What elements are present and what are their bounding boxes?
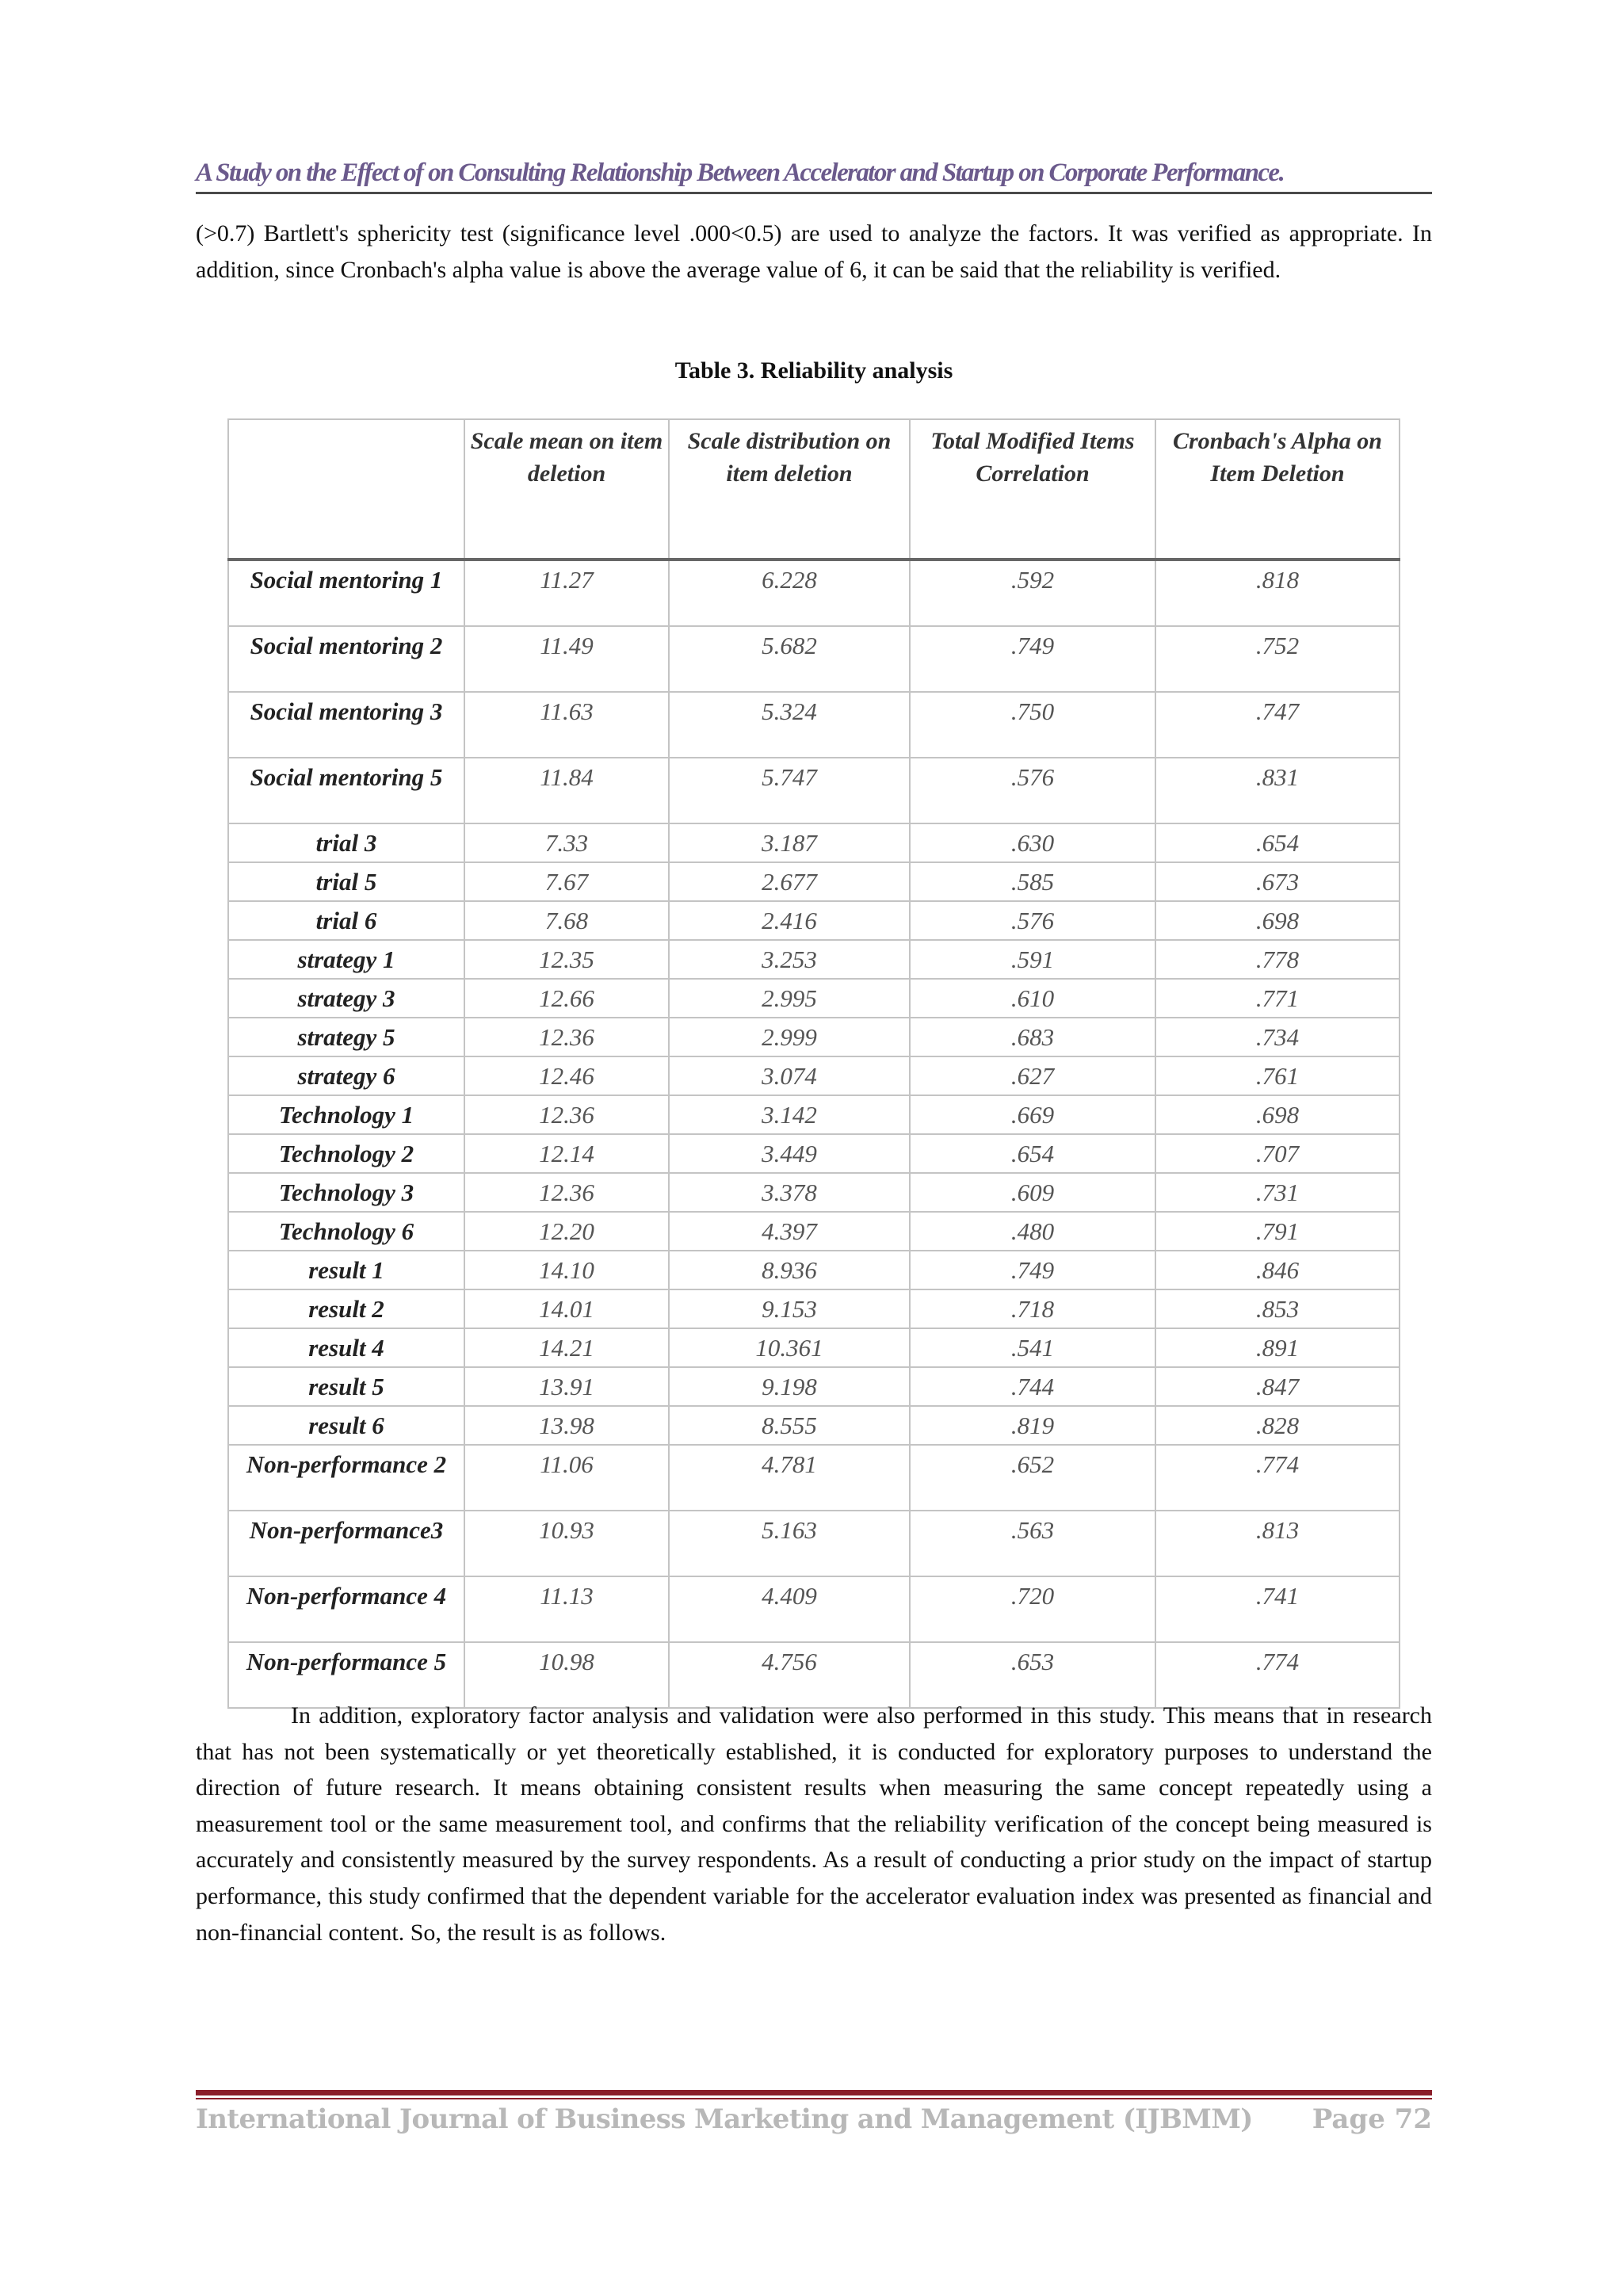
body-paragraph [196, 1698, 1432, 1950]
scale-distribution-cell: 3.142 [669, 1095, 910, 1134]
row-label: Technology 3 [228, 1173, 464, 1212]
correlation-cell: .720 [910, 1576, 1155, 1642]
row-label: strategy 1 [228, 940, 464, 979]
correlation-cell: .591 [910, 940, 1155, 979]
alpha-cell: .734 [1155, 1018, 1400, 1056]
table-row [228, 626, 1400, 692]
alpha-cell: .698 [1155, 901, 1400, 940]
scale-distribution-cell: 10.361 [669, 1328, 910, 1367]
table-caption: Table 3. Reliability analysis [674, 357, 953, 384]
correlation-cell: .576 [910, 901, 1155, 940]
scale-mean-cell: 12.36 [464, 1095, 669, 1134]
correlation-cell: .630 [910, 823, 1155, 862]
scale-distribution-cell: 9.153 [669, 1289, 910, 1328]
scale-mean-cell: 11.13 [464, 1576, 669, 1642]
alpha-cell: .747 [1155, 692, 1400, 758]
reliability-table [227, 418, 1400, 1709]
table-row [228, 560, 1400, 626]
correlation-cell: .750 [910, 692, 1155, 758]
row-label: Non-performance3 [228, 1511, 464, 1576]
table-row [228, 1173, 1400, 1212]
correlation-cell: .749 [910, 626, 1155, 692]
table-row [228, 901, 1400, 940]
scale-mean-cell: 10.93 [464, 1511, 669, 1576]
correlation-cell: .652 [910, 1445, 1155, 1511]
alpha-cell: .831 [1155, 758, 1400, 823]
table-row [228, 1328, 1400, 1367]
correlation-cell: .610 [910, 979, 1155, 1018]
row-label: Technology 2 [228, 1134, 464, 1173]
row-label: result 1 [228, 1251, 464, 1289]
row-label: result 2 [228, 1289, 464, 1328]
running-title: A Study on the Effect of on Consulting Relationship Between Accelerator and Startup on Corporate Performance. [196, 159, 1285, 187]
header-rule [196, 192, 1432, 194]
scale-mean-cell: 12.66 [464, 979, 669, 1018]
row-label: trial 6 [228, 901, 464, 940]
alpha-cell: .847 [1155, 1367, 1400, 1406]
scale-mean-cell: 14.01 [464, 1289, 669, 1328]
alpha-cell: .741 [1155, 1576, 1400, 1642]
correlation-cell: .627 [910, 1056, 1155, 1095]
table-row [228, 1251, 1400, 1289]
row-label: Social mentoring 2 [228, 626, 464, 692]
scale-distribution-cell: 2.416 [669, 901, 910, 940]
scale-distribution-cell: 8.555 [669, 1406, 910, 1445]
footer-page-number: Page 72 [1312, 2103, 1432, 2135]
table-row [228, 1511, 1400, 1576]
correlation-cell: .609 [910, 1173, 1155, 1212]
scale-distribution-cell: 4.781 [669, 1445, 910, 1511]
table-row [228, 1018, 1400, 1056]
scale-mean-cell: 11.49 [464, 626, 669, 692]
correlation-cell: .654 [910, 1134, 1155, 1173]
row-label: result 6 [228, 1406, 464, 1445]
column-header-label [228, 419, 464, 560]
alpha-cell: .828 [1155, 1406, 1400, 1445]
correlation-cell: .744 [910, 1367, 1155, 1406]
row-label: Technology 6 [228, 1212, 464, 1251]
column-header-scale-mean: Scale mean on item deletion [464, 419, 669, 560]
scale-distribution-cell: 6.228 [669, 560, 910, 626]
row-label: Technology 1 [228, 1095, 464, 1134]
alpha-cell: .752 [1155, 626, 1400, 692]
scale-mean-cell: 13.98 [464, 1406, 669, 1445]
alpha-cell: .846 [1155, 1251, 1400, 1289]
table-row [228, 1134, 1400, 1173]
row-label: trial 5 [228, 862, 464, 901]
scale-mean-cell: 14.10 [464, 1251, 669, 1289]
scale-distribution-cell: 3.378 [669, 1173, 910, 1212]
scale-distribution-cell: 2.999 [669, 1018, 910, 1056]
scale-mean-cell: 7.33 [464, 823, 669, 862]
scale-mean-cell: 7.68 [464, 901, 669, 940]
row-label: strategy 6 [228, 1056, 464, 1095]
row-label: Non-performance 4 [228, 1576, 464, 1642]
alpha-cell: .791 [1155, 1212, 1400, 1251]
table-row [228, 862, 1400, 901]
table-row [228, 758, 1400, 823]
table-row [228, 1576, 1400, 1642]
scale-mean-cell: 12.14 [464, 1134, 669, 1173]
row-label: result 4 [228, 1328, 464, 1367]
scale-distribution-cell: 3.449 [669, 1134, 910, 1173]
alpha-cell: .771 [1155, 979, 1400, 1018]
scale-distribution-cell: 2.677 [669, 862, 910, 901]
correlation-cell: .718 [910, 1289, 1155, 1328]
scale-distribution-cell: 5.682 [669, 626, 910, 692]
scale-mean-cell: 12.36 [464, 1018, 669, 1056]
scale-mean-cell: 7.67 [464, 862, 669, 901]
scale-distribution-cell: 4.397 [669, 1212, 910, 1251]
row-label: Non-performance 5 [228, 1642, 464, 1708]
scale-mean-cell: 10.98 [464, 1642, 669, 1708]
scale-distribution-cell: 5.747 [669, 758, 910, 823]
correlation-cell: .541 [910, 1328, 1155, 1367]
scale-distribution-cell: 8.936 [669, 1251, 910, 1289]
table-row [228, 823, 1400, 862]
scale-distribution-cell: 5.163 [669, 1511, 910, 1576]
alpha-cell: .673 [1155, 862, 1400, 901]
scale-distribution-cell: 2.995 [669, 979, 910, 1018]
table-row [228, 1406, 1400, 1445]
row-label: Non-performance 2 [228, 1445, 464, 1511]
scale-distribution-cell: 3.187 [669, 823, 910, 862]
scale-mean-cell: 12.46 [464, 1056, 669, 1095]
intro-paragraph: (>0.7) Bartlett's sphericity test (significance level .000<0.5) are used to analyze the factors. It was verified as appropriate. In addition, since Cronbach's alpha value is above the average value of 6, it can be said that the reliability is verified. [196, 220, 1432, 283]
row-label: Social mentoring 3 [228, 692, 464, 758]
scale-mean-cell: 14.21 [464, 1328, 669, 1367]
scale-mean-cell: 11.27 [464, 560, 669, 626]
table-row [228, 692, 1400, 758]
alpha-cell: .707 [1155, 1134, 1400, 1173]
correlation-cell: .585 [910, 862, 1155, 901]
table-row [228, 1289, 1400, 1328]
correlation-cell: .683 [910, 1018, 1155, 1056]
alpha-cell: .778 [1155, 940, 1400, 979]
scale-mean-cell: 11.84 [464, 758, 669, 823]
scale-distribution-cell: 3.253 [669, 940, 910, 979]
correlation-cell: .480 [910, 1212, 1155, 1251]
footer-rule-thin [196, 2098, 1432, 2099]
table-row [228, 1212, 1400, 1251]
correlation-cell: .653 [910, 1642, 1155, 1708]
table-row [228, 1367, 1400, 1406]
table-header-row [228, 419, 1400, 560]
correlation-cell: .669 [910, 1095, 1155, 1134]
scale-distribution-cell: 4.409 [669, 1576, 910, 1642]
correlation-cell: .592 [910, 560, 1155, 626]
alpha-cell: .891 [1155, 1328, 1400, 1367]
scale-mean-cell: 12.35 [464, 940, 669, 979]
scale-mean-cell: 11.63 [464, 692, 669, 758]
row-label: result 5 [228, 1367, 464, 1406]
alpha-cell: .731 [1155, 1173, 1400, 1212]
alpha-cell: .818 [1155, 560, 1400, 626]
table-row [228, 1445, 1400, 1511]
column-header-correlation: Total Modified Items Correlation [910, 419, 1155, 560]
column-header-alpha: Cronbach's Alpha on Item Deletion [1155, 419, 1400, 560]
alpha-cell: .774 [1155, 1642, 1400, 1708]
scale-mean-cell: 11.06 [464, 1445, 669, 1511]
scale-distribution-cell: 4.756 [669, 1642, 910, 1708]
scale-mean-cell: 12.36 [464, 1173, 669, 1212]
scale-distribution-cell: 3.074 [669, 1056, 910, 1095]
scale-mean-cell: 12.20 [464, 1212, 669, 1251]
footer-rule-thick [196, 2090, 1432, 2095]
scale-mean-cell: 13.91 [464, 1367, 669, 1406]
alpha-cell: .698 [1155, 1095, 1400, 1134]
row-label: strategy 5 [228, 1018, 464, 1056]
row-label: trial 3 [228, 823, 464, 862]
alpha-cell: .774 [1155, 1445, 1400, 1511]
scale-distribution-cell: 9.198 [669, 1367, 910, 1406]
alpha-cell: .761 [1155, 1056, 1400, 1095]
correlation-cell: .576 [910, 758, 1155, 823]
table-row [228, 1056, 1400, 1095]
footer-journal-name: International Journal of Business Marketing and Management (IJBMM) [196, 2103, 1253, 2135]
row-label: Social mentoring 5 [228, 758, 464, 823]
column-header-scale-distribution: Scale distribution on item deletion [669, 419, 910, 560]
correlation-cell: .749 [910, 1251, 1155, 1289]
alpha-cell: .654 [1155, 823, 1400, 862]
table-row [228, 979, 1400, 1018]
correlation-cell: .563 [910, 1511, 1155, 1576]
alpha-cell: .813 [1155, 1511, 1400, 1576]
row-label: Social mentoring 1 [228, 560, 464, 626]
alpha-cell: .853 [1155, 1289, 1400, 1328]
table-row [228, 940, 1400, 979]
scale-distribution-cell: 5.324 [669, 692, 910, 758]
body-paragraph-text: In addition, exploratory factor analysis and validation were also performed in this study. This means that in research that has not been systematically or yet theoretically established, it is conducted for exploratory purposes to understand the direction of future research. It means obtaining consistent results when measuring the same concept repeatedly using a measurement tool or the same measurement tool, and confirms that the reliability verification of the concept being measured is accurately and consistently measured by the survey respondents. As a result of conducting a prior study on the impact of startup performance, this study confirmed that the dependent variable for the accelerator evaluation index was presented as financial and non-financial content. So, the result is as follows. [196, 1702, 1432, 1946]
table-row [228, 1095, 1400, 1134]
row-label: strategy 3 [228, 979, 464, 1018]
correlation-cell: .819 [910, 1406, 1155, 1445]
